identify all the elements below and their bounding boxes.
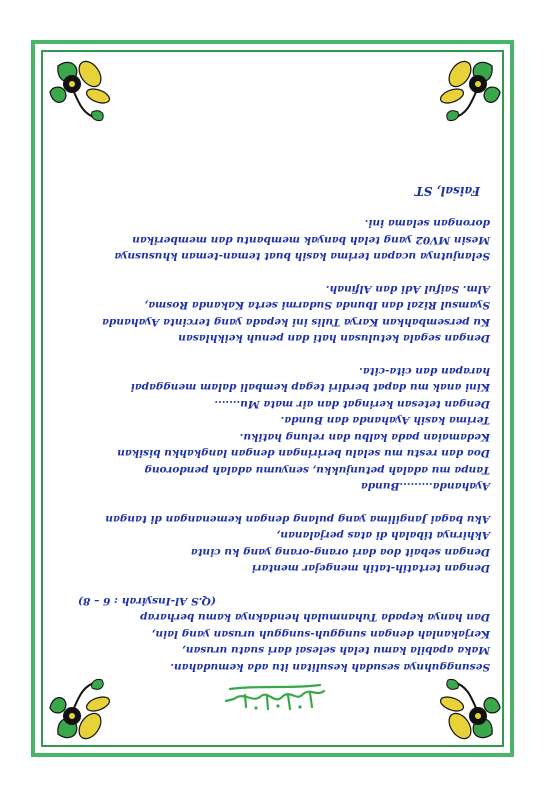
poem-line: Dengan tertatih-tatih mengejar mentari	[251, 562, 490, 575]
poem-line: Akhirnya tibalah di atas perjalanan,	[276, 529, 490, 542]
dedication-line: Terima kasih Ayahanda dan Bunda.	[280, 414, 490, 427]
quote-line: Maka apabila kamu telah selesai dari suatu urusan,	[182, 644, 490, 657]
quote-line: Sesungguhnya sesudah kesulitan itu ada kemudahan.	[170, 661, 490, 673]
quote-reference: (Q.S Al-Insyirah : 6 – 8)	[78, 595, 217, 607]
poem-block	[60, 511, 490, 577]
thanks-line: Mesin MV02 yang telah banyak membantu dan memberikan	[132, 234, 490, 246]
dedication-line: harapan dan cita-cita.	[359, 365, 490, 377]
tribute-line: Dengan segala ketulusan hati dan penuh keikhlasan	[178, 332, 490, 345]
poem-line: Dengan sebait doa dari orang-orang yang ku cinta	[190, 546, 490, 558]
dedication-line: Ayahanda.........Bunda	[360, 480, 490, 493]
dedication-line: Kedamaian pada kalbu dan relung hatiku.	[239, 431, 490, 443]
dedication-line: Kini anak mu dapat berdiri tegap kembali dalam menggapai	[130, 381, 490, 394]
quote-block	[60, 593, 490, 676]
dedication-page-content	[60, 105, 490, 715]
tribute-line: Alm. Saiful Adi dan Alfinah.	[325, 283, 490, 295]
tribute-line: Syamsul Rizal dan Ibunda Sudarmi serta Kakanda Rosma,	[144, 299, 490, 312]
thanks-block	[60, 215, 490, 265]
arabic-calligraphy-icon	[220, 681, 330, 715]
thanks-line: Selanjutnya ucapan terima kasih buat teman-teman khususnya	[114, 250, 490, 263]
quote-line: Kerjakanlah dengan sungguh-sungguh urusan yang lain,	[151, 628, 490, 640]
parents-dedication-block	[60, 363, 490, 495]
family-tribute-block	[60, 281, 490, 347]
author-signature: Faisal, ST	[414, 184, 480, 198]
dedication-line: Tanpa mu adalah petunjukku, senyumu adalah pendorong	[144, 464, 490, 476]
quote-line: Dan hanya kepada Tuhanmulah hendaknya kamu berharap	[140, 611, 490, 624]
poem-line: Aku bagai Jangilima yang pulang dengan kemenangan di tangan	[105, 513, 490, 525]
thanks-line: dorongan selama ini.	[364, 217, 490, 230]
tribute-line: Ku persembahkan Karya Tulis ini kepada yang tercinta Ayahanda	[101, 316, 490, 328]
dedication-line: Dengan tetesan keringat dan air mata Mu.......	[214, 398, 490, 410]
dedication-line: Doa dan restu mu selalu beriringan dengan langkahku bisikan	[117, 447, 490, 460]
